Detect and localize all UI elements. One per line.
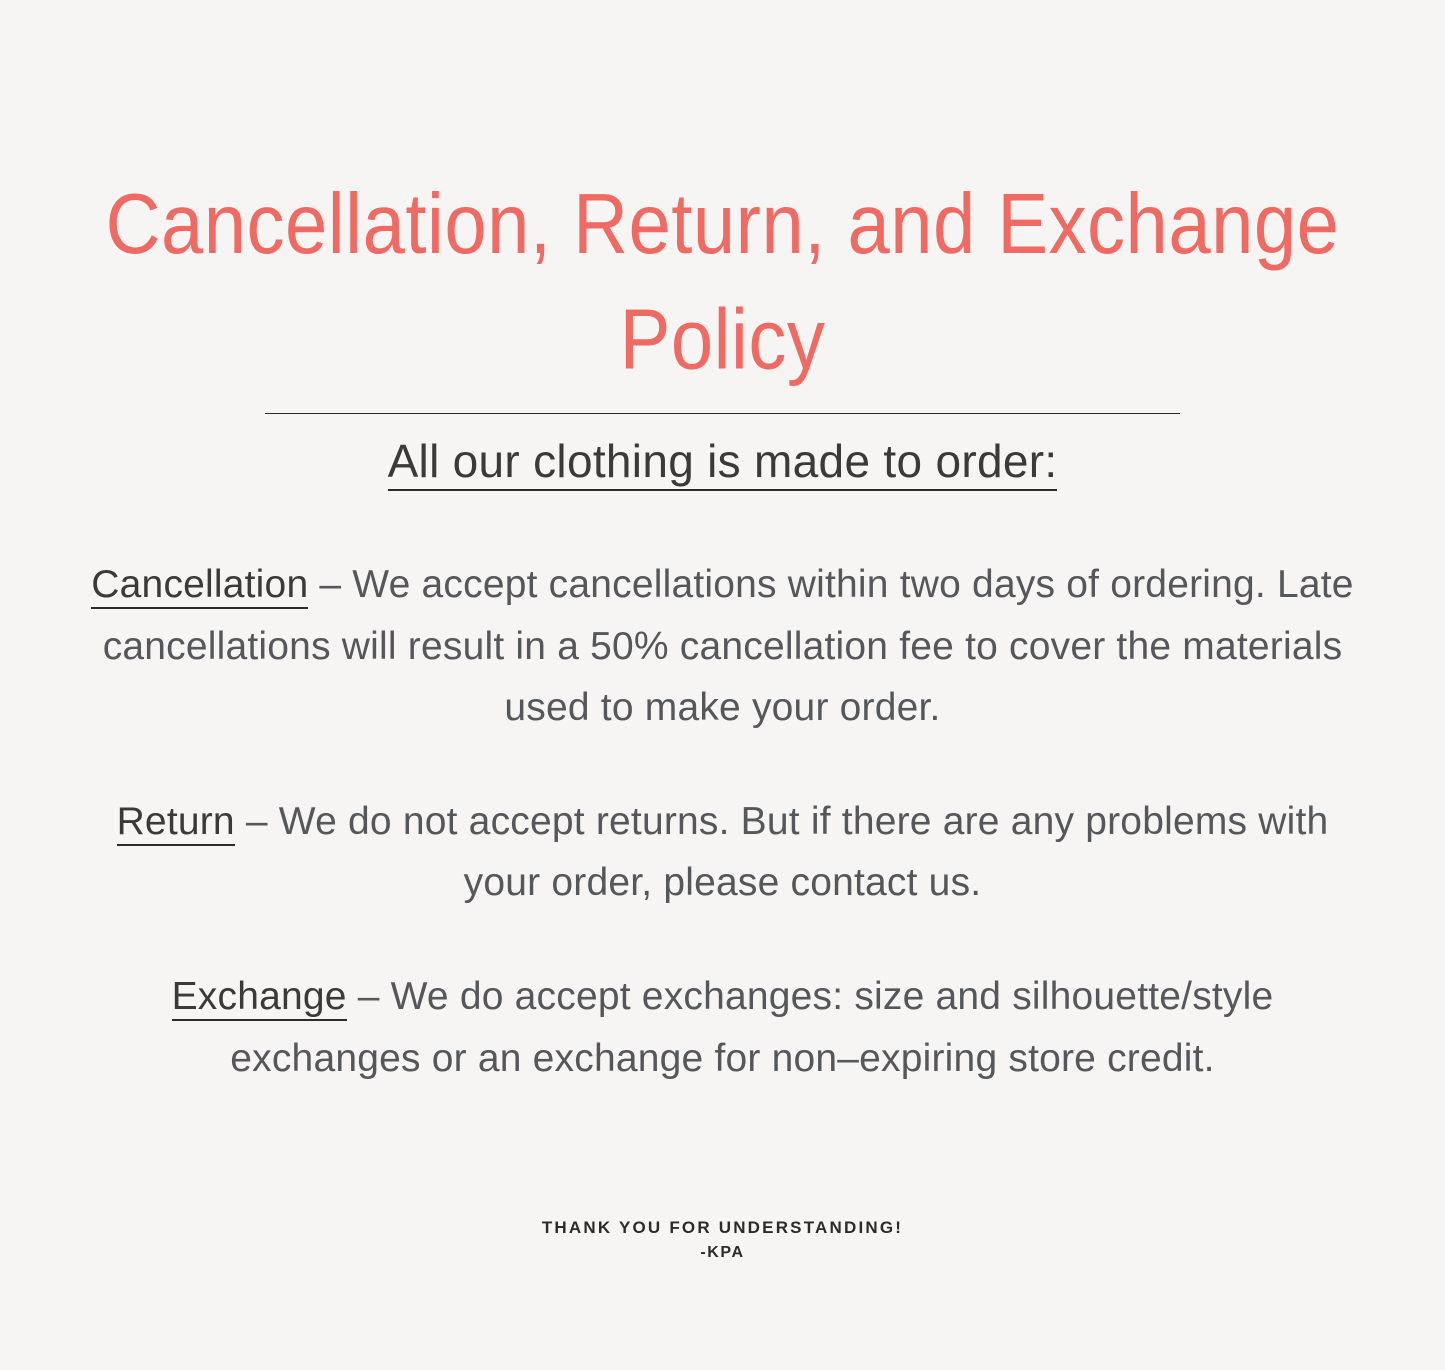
section-cancellation-lead: Cancellation	[91, 563, 308, 609]
page-title: Cancellation, Return, and Exchange Policy	[105, 176, 1340, 388]
section-return	[78, 791, 1367, 914]
subtitle-text: All our clothing is made to order:	[388, 435, 1058, 491]
section-exchange-lead: Exchange	[172, 975, 347, 1021]
footer-thank-you: THANK YOU FOR UNDERSTANDING!	[541, 1218, 904, 1237]
section-exchange	[78, 966, 1367, 1089]
section-cancellation	[78, 554, 1367, 739]
section-cancellation-text: – We accept cancellations within two days of ordering. Late cancellations will result in a 50% cancellation fee to cover the materials used to make your order.	[102, 562, 1354, 730]
horizontal-rule	[265, 413, 1180, 414]
policy-sections	[0, 554, 1445, 1089]
title-divider-wrapper	[0, 413, 1445, 414]
footer	[0, 1218, 1445, 1262]
section-return-lead: Return	[117, 800, 235, 846]
section-return-text: – We do not accept returns. But if there are any problems with your order, please contact us.	[234, 799, 1329, 905]
section-exchange-text: – We do accept exchanges: size and silhouette/style exchanges or an exchange for non–expiring store credit.	[230, 975, 1274, 1080]
footer-signature: -KPA	[700, 1244, 745, 1261]
subtitle	[0, 432, 1445, 492]
